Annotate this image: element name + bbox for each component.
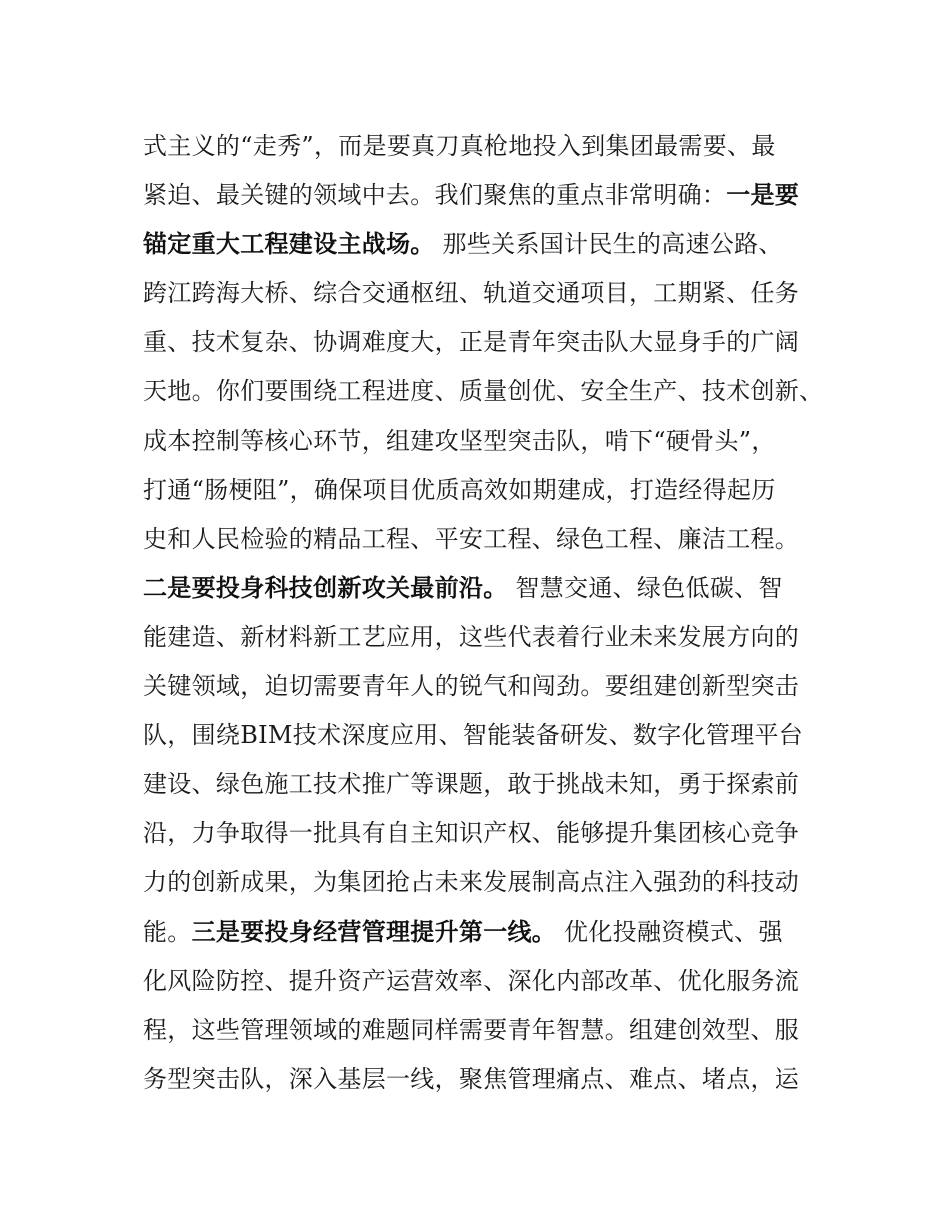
line-text: 能建造、新材料新工艺应用，这些代表着行业未来发展方向的 [143, 622, 800, 651]
line-text: 程，这些管理领域的难题同样需要青年智慧。组建创效型、服 [143, 1015, 800, 1044]
bold-heading: 二是要投身科技创新攻关最前沿。 [143, 573, 508, 602]
line-text: 能。 [143, 917, 192, 946]
line-text: 打通“肠梗阻”，确保项目优质高效如期建成，打造经得起历 [143, 475, 776, 504]
text-line [143, 858, 833, 907]
bold-heading: 锚定重大工程建设主战场。 [143, 230, 435, 259]
text-line [143, 809, 833, 858]
line-text: 化风险防控、提升资产运营效率、深化内部改革、优化服务流 [143, 966, 800, 995]
text-line [143, 269, 833, 318]
line-text: 建设、绿色施工技术推广等课题，敢于挑战未知，勇于探索前 [143, 770, 800, 799]
text-line [143, 1055, 833, 1104]
line-text: 成本控制等核心环节，组建攻坚型突击队，啃下“硬骨头”， [143, 426, 776, 455]
line-text: 重、技术复杂、协调难度大，正是青年突击队大显身手的广阔 [143, 328, 800, 357]
line-text: 跨江跨海大桥、综合交通枢纽、轨道交通项目，工期紧、任务 [143, 279, 800, 308]
text-line [143, 613, 833, 662]
line-text: 优化投融资模式、强 [556, 917, 783, 946]
text-line [143, 466, 833, 515]
line-text: 队，围绕BIM技术深度应用、智能装备研发、数字化管理平台 [143, 721, 804, 750]
line-text: 紧迫、最关键的领域中去。我们聚焦的重点非常明确： [143, 181, 727, 210]
text-line [143, 760, 833, 809]
text-line [143, 122, 833, 171]
text-line [143, 711, 833, 760]
bold-heading: 三是要投身经营管理提升第一线。 [191, 917, 557, 946]
line-text: 务型突击队，深入基层一线，聚焦管理痛点、难点、堵点，运 [143, 1064, 800, 1093]
text-line [143, 957, 833, 1006]
line-text: 力的创新成果，为集团抢占未来发展制高点注入强劲的科技动 [143, 868, 800, 897]
text-line [143, 908, 833, 957]
bold-heading: 一是要 [726, 181, 800, 210]
text-line [143, 1006, 833, 1055]
text-line [143, 417, 833, 466]
line-text: 那些关系国计民生的高速公路、 [434, 230, 783, 259]
line-text: 沿，力争取得一批具有自主知识产权、能够提升集团核心竞争 [143, 819, 800, 848]
text-line [143, 171, 833, 220]
text-line [143, 318, 833, 367]
text-line [143, 367, 833, 416]
line-text: 智慧交通、绿色低碳、智 [507, 573, 783, 602]
text-line [143, 515, 833, 564]
line-text: 关键领域，迫切需要青年人的锐气和闯劲。要组建创新型突击 [143, 672, 800, 701]
line-text: 式主义的“走秀”，而是要真刀真枪地投入到集团最需要、最 [143, 132, 776, 160]
text-line [143, 564, 833, 613]
line-text: 史和人民检验的精品工程、平安工程、绿色工程、廉洁工程。 [143, 524, 800, 553]
body-text [143, 122, 833, 1104]
text-line [143, 662, 833, 711]
line-text: 天地。你们要围绕工程进度、质量创优、安全生产、技术创新、 [143, 377, 824, 406]
text-line [143, 220, 833, 269]
